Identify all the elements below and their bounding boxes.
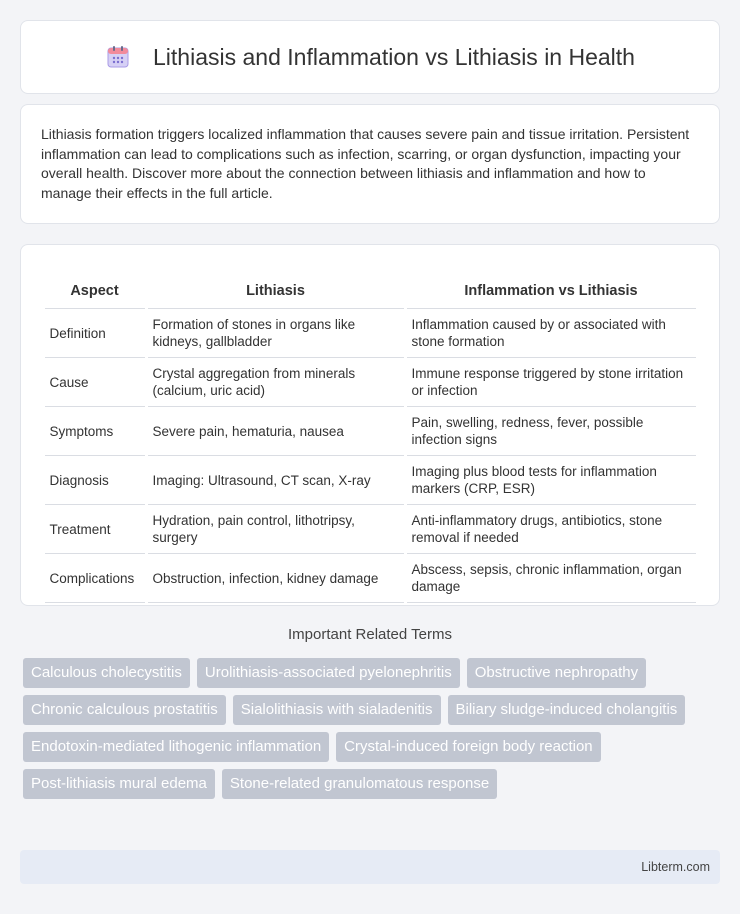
related-term-tag[interactable]: Chronic calculous prostatitis — [23, 695, 226, 725]
comparison-table-card — [20, 244, 720, 606]
related-term-tag[interactable]: Post-lithiasis mural edema — [23, 769, 215, 799]
cell-aspect: Complications — [45, 554, 145, 603]
column-header-lithiasis: Lithiasis — [148, 265, 404, 309]
calendar-icon — [105, 44, 131, 70]
cell-inflammation: Anti-inflammatory drugs, antibiotics, stone removal if needed — [407, 505, 696, 554]
cell-inflammation: Imaging plus blood tests for inflammation markers (CRP, ESR) — [407, 456, 696, 505]
cell-inflammation: Abscess, sepsis, chronic inflammation, organ damage — [407, 554, 696, 603]
intro-paragraph: Lithiasis formation triggers localized inflammation that causes severe pain and tissue irritation. Persistent inflammation can lead to complications such as infection, scarring, or organ dysfunction, impacting your overall health. Discover more about the connection between lithiasis and inflammation and how to manage their effects in the full article. — [41, 126, 690, 201]
related-term-tag[interactable]: Biliary sludge-induced cholangitis — [448, 695, 686, 725]
cell-aspect: Definition — [45, 309, 145, 358]
column-header-aspect: Aspect — [45, 265, 145, 309]
table-row — [45, 554, 696, 603]
cell-aspect: Diagnosis — [45, 456, 145, 505]
footer — [20, 850, 720, 884]
table-row — [45, 407, 696, 456]
related-terms-title: Important Related Terms — [288, 626, 452, 643]
cell-inflammation: Pain, swelling, redness, fever, possible infection signs — [407, 407, 696, 456]
table-header-row — [45, 265, 696, 309]
related-term-tag[interactable]: Stone-related granulomatous response — [222, 769, 497, 799]
related-term-tag[interactable]: Crystal-induced foreign body reaction — [336, 732, 600, 762]
cell-lithiasis: Severe pain, hematuria, nausea — [148, 407, 404, 456]
related-term-tag[interactable]: Endotoxin-mediated lithogenic inflammation — [23, 732, 329, 762]
cell-lithiasis: Imaging: Ultrasound, CT scan, X-ray — [148, 456, 404, 505]
cell-inflammation: Immune response triggered by stone irritation or infection — [407, 358, 696, 407]
cell-lithiasis: Obstruction, infection, kidney damage — [148, 554, 404, 603]
footer-brand[interactable]: Libterm.com — [641, 860, 710, 874]
table-row — [45, 505, 696, 554]
table-row — [45, 358, 696, 407]
table-row — [45, 456, 696, 505]
cell-aspect: Treatment — [45, 505, 145, 554]
related-terms-list — [23, 658, 723, 799]
cell-aspect: Symptoms — [45, 407, 145, 456]
page-title: Lithiasis and Inflammation vs Lithiasis in Health — [153, 43, 635, 70]
intro-card — [20, 104, 720, 224]
header-card — [20, 20, 720, 94]
table-row — [45, 309, 696, 358]
cell-lithiasis: Hydration, pain control, lithotripsy, surgery — [148, 505, 404, 554]
related-term-tag[interactable]: Obstructive nephropathy — [467, 658, 646, 688]
cell-inflammation: Inflammation caused by or associated with stone formation — [407, 309, 696, 358]
related-term-tag[interactable]: Calculous cholecystitis — [23, 658, 190, 688]
cell-lithiasis: Formation of stones in organs like kidneys, gallbladder — [148, 309, 404, 358]
cell-aspect: Cause — [45, 358, 145, 407]
comparison-table — [42, 265, 699, 603]
column-header-inflammation: Inflammation vs Lithiasis — [407, 265, 696, 309]
related-term-tag[interactable]: Sialolithiasis with sialadenitis — [233, 695, 441, 725]
cell-lithiasis: Crystal aggregation from minerals (calcium, uric acid) — [148, 358, 404, 407]
related-term-tag[interactable]: Urolithiasis-associated pyelonephritis — [197, 658, 460, 688]
